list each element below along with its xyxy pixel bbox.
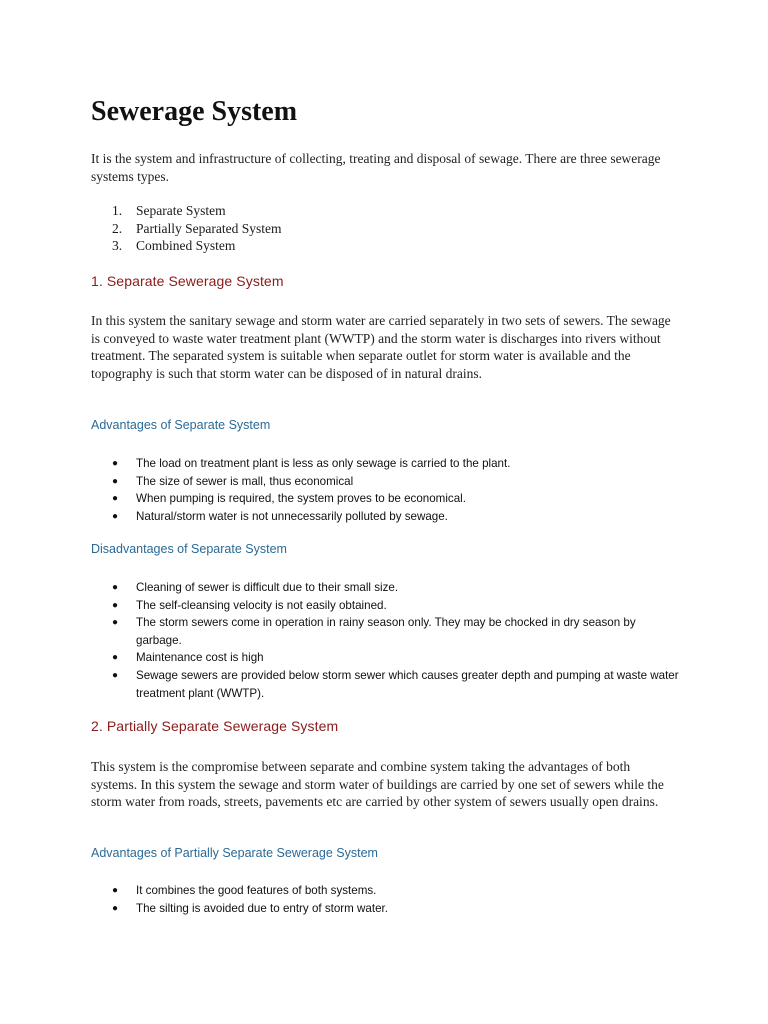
list-item [112,508,682,526]
list-item-label: Combined System [136,238,236,253]
bullet-icon: ● [112,902,119,914]
list-item [112,220,281,238]
section2-paragraph: This system is the compromise between separate and combine system taking the advantages of both systems. In this system the sewage and storm water of buildings are carried by one set of sewers while the storm water from roads, streets, pavements etc are carried by other system of sewers usually open drains. [91,759,664,810]
list-item [112,649,682,667]
list-item-text: The storm sewers come in operation in rainy season only. They may be chocked in dry season by garbage. [136,616,636,647]
list-item-text: Maintenance cost is high [136,651,264,665]
list-number: 3. [112,238,123,253]
page-title: Sewerage System [91,96,298,127]
list-item-label: Separate System [136,203,226,218]
list-item-text: Cleaning of sewer is difficult due to their small size. [136,581,399,594]
list-item [112,667,682,702]
bullet-icon: ● [112,510,119,522]
list-item-text: Sewage sewers are provided below storm sewer which causes greater depth and pumping at waste water treatment plant (WWTP). [136,668,679,700]
list-number: 1. [112,203,123,218]
section1-advantages-heading: Advantages of Separate System [91,418,271,432]
section2-heading: 2. Partially Separate Sewerage System [91,718,339,734]
types-list [112,202,281,255]
list-item-text: Natural/storm water is not unnecessarily polluted by sewage. [136,509,448,523]
section2-advantages-heading: Advantages of Partially Separate Sewerage System [91,846,378,860]
list-item [112,455,682,473]
list-item-text: The self-cleansing velocity is not easily obtained. [136,598,387,612]
bullet-icon: ● [112,475,119,487]
section1-paragraph: In this system the sanitary sewage and storm water are carried separately in two sets of sewers. The sewage is conveyed to waste water treatment plant (WWTP) and the storm water is discharges into rivers without treatment. The separated system is suitable when separate outlet for storm water is available and the topography is such that storm water can be disposed of in natural drains. [91,313,671,382]
list-item [112,473,682,491]
section1-disadvantages-heading: Disadvantages of Separate System [91,542,287,556]
bullet-icon: ● [112,652,119,664]
bullet-icon: ● [112,458,119,469]
list-item [112,579,682,597]
bullet-icon: ● [112,669,119,681]
list-item [112,900,682,918]
section1-heading: 1. Separate Sewerage System [91,273,284,289]
list-item [112,490,682,508]
list-item [112,614,682,649]
list-number: 2. [112,220,123,236]
bullet-icon: ● [112,599,119,611]
bullet-icon: ● [112,617,119,629]
list-item [112,597,682,615]
bullet-icon: ● [112,885,119,896]
list-item-text: When pumping is required, the system proves to be economical. [136,492,466,506]
list-item-text: The silting is avoided due to entry of storm water. [136,901,388,915]
list-item-text: The size of sewer is mall, thus economical [136,474,354,488]
bullet-icon: ● [112,493,119,505]
list-item-text: It combines the good features of both systems. [136,884,377,897]
list-item [112,882,682,900]
list-item-text: The load on treatment plant is less as only sewage is carried to the plant. [136,457,511,470]
bullet-icon: ● [112,582,119,593]
list-item [112,237,281,255]
section1-advantages-list [112,455,682,525]
list-item [112,202,281,220]
list-item-label: Partially Separated System [136,220,282,236]
intro-paragraph: It is the system and infrastructure of collecting, treating and disposal of sewage. There are three sewerage systems types. [91,151,661,184]
section1-disadvantages-list [112,579,682,702]
section2-advantages-list [112,882,682,917]
